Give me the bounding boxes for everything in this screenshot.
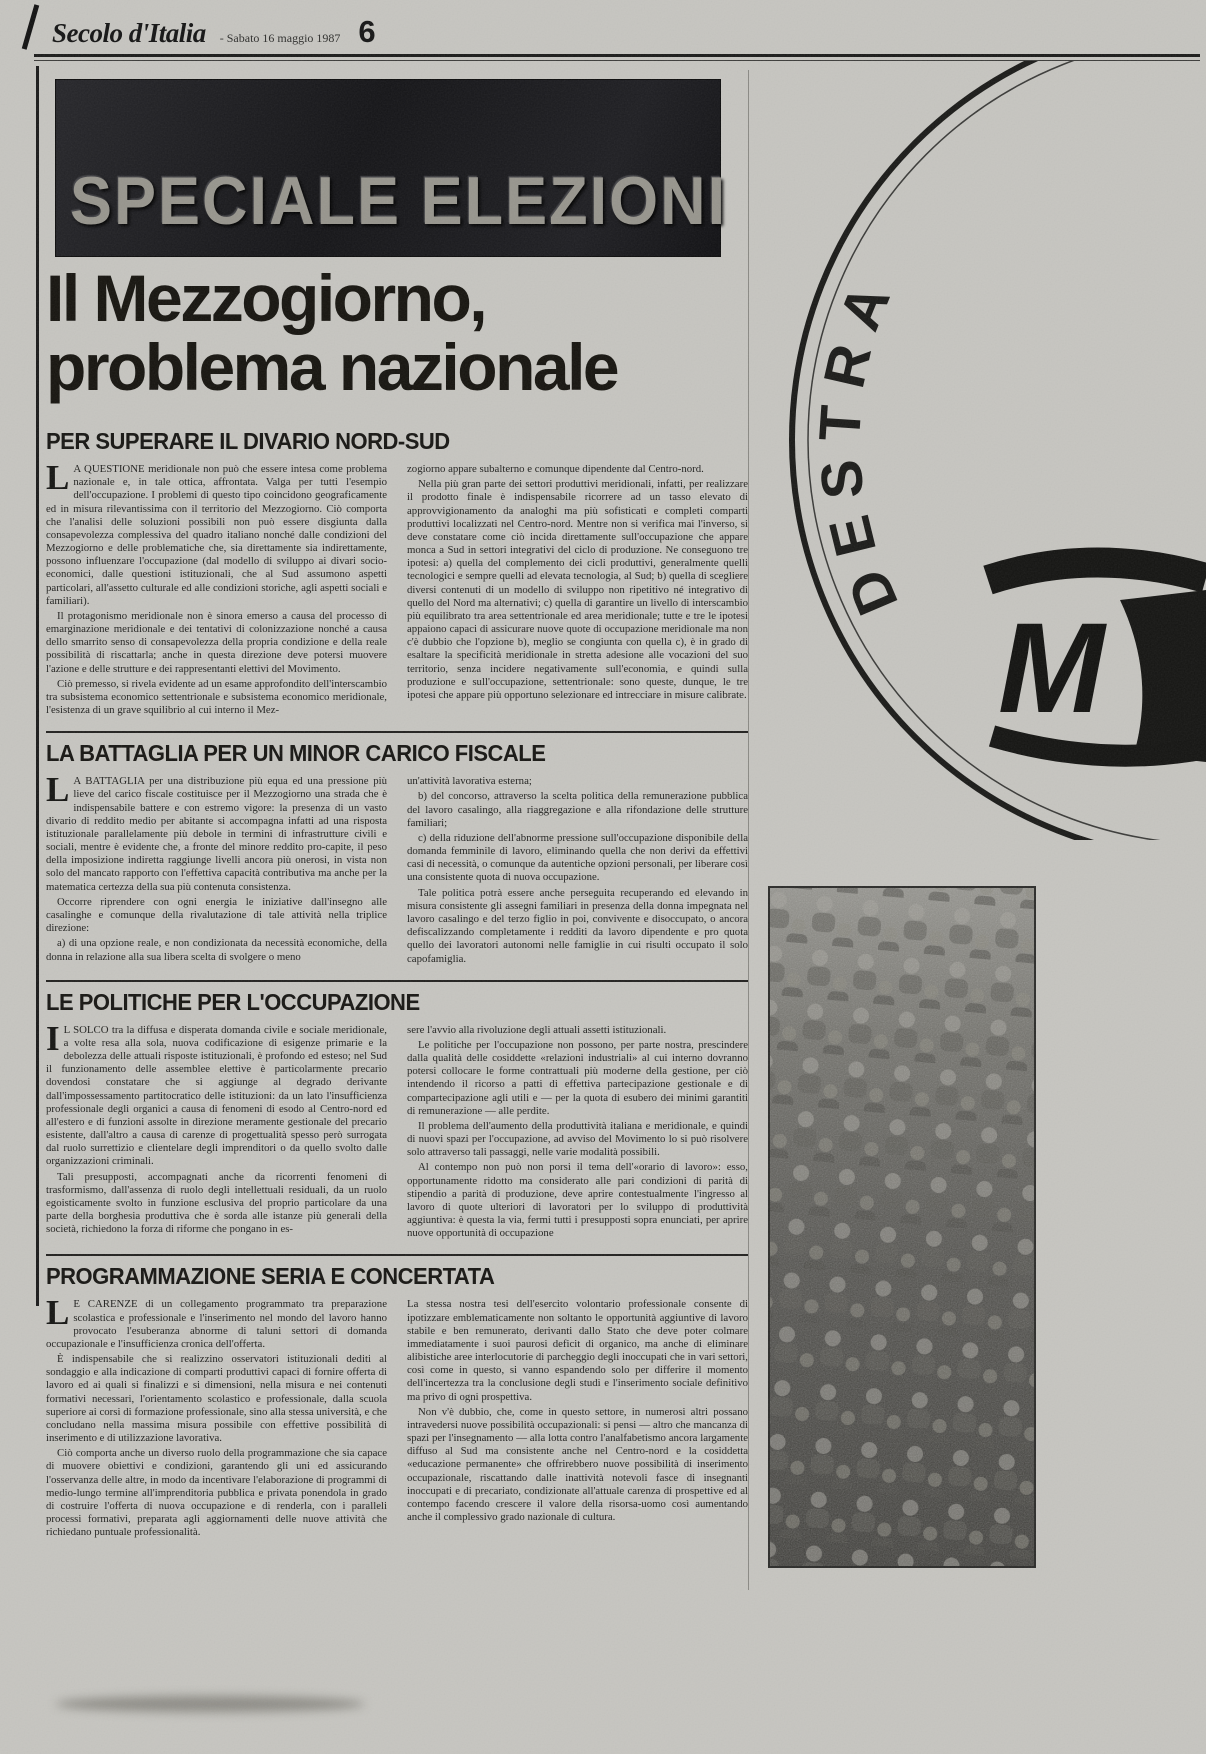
paragraph [46,458,387,608]
column-right [407,463,748,719]
paragraph: c) della riduzione dell'abnorme pressione sull'occupazione disponibile della domanda femminile di lavoro, eliminando quella che non derivi da effettivi casi di necessità, o comunque da autentiche opzioni personali, per liberare così una consistente quota di nuova occupazione. [407,831,748,884]
paragraph-text: E CARENZE di un collegamento programmato tra preparazione scolastica e professionale e l'inserimento nel mondo del lavoro hanno provocato l'esuberanza abnorme di taluni settori di domanda occupazionale e l'insufficienza cronica dell'offerta. [46,1298,387,1350]
destra-party-emblem [752,60,1206,840]
paragraph: La stessa nostra tesi dell'esercito volontario professionale consente di ipotizzare emblematicamente non soltanto le opportunità aggiuntive di lavoro stabile e ben remunerato, derivanti dallo Stato che deve poter colmare immediatamente i suoi paurosi deficit di organico, ma anche di eliminare alibistiche aree interlocutorie di parcheggio degli inoccupati che in vari settori, così come in questo, si vanno espandendo solo per differire il momento dell'incertezza tra la conclusione degli studi e l'inserimento sociale definitivo ma privo di ogni prospettiva. [407,1298,748,1403]
section-heading: LE POLITICHE PER L'OCCUPAZIONE [46,988,420,1016]
section-columns [46,770,748,967]
headline-line-1: Il Mezzogiorno, [46,261,486,335]
masthead-rule [34,54,1200,57]
column-divider-rule [748,70,749,1590]
paragraph: Tale politica potrà essere anche perseguita recuperando ed elevando in misura consistente gli assegni familiari in presenza della donna impegnata nel lavoro casalingo e del terzo figlio in poi, convivente e disoccupato, o ancora defiscalizzando completamente i redditi da lavoro dipendente e pro quota quello dei lavoratori autonomi nelle famiglie in cui risulti occupato il solo capofamiglia. [407,886,748,965]
paragraph [46,770,387,894]
column-left [46,770,387,967]
drop-cap: I [46,1018,60,1058]
paragraph: b) del concorso, attraverso la scelta politica della remunerazione pubblica del lavoro casalingo, alla riaggregazione e alla rifondazione delle strutture familiari; [407,790,748,829]
paragraph: Ciò premesso, si rivela evidente ad un esame approfondito dell'interscambio tra subsistema economico settentrionale e subsistema economico meridionale, l'esistenza di un grave squilibrio al cui interno il Mez- [46,677,387,717]
special-elections-banner [56,80,728,256]
paragraph: Nella più gran parte dei settori produttivi meridionali, infatti, per realizzare il prodotto finale è indispensabile ricorrere ad un tasso elevato di approvvigionamento da analoghi ma più sofisticati e completi comparti produttivi localizzati nel Centro-nord. Mentre non si verifica mai l'inverso, si deve constatare come ciò incida direttamente sull'occupazione che appare monca a Sud in settori integrativi del ciclo di produzione. Ne conseguono tre ipotesi: a) quella del complemento dei cicli produttivi, generalmente quelli tecnologici e sempre quelli ad elevata tecnologia, al Sud; b) quella di scegliere diversi contenuti di un modello di sviluppo non ripetitivo né integrativo di quello del Nord ma alternativi; c) quella di garantire un livello di interscambio più equilibrato tra area settentrionale ed area meridionale; tutte e tre le ipotesi appaiono capaci di assicurare nuove quote di occupazione meridionale ma non c'è dubbio che l'opzione b), meglio se congiunta con quella c), è in grado di esaltare la specificità meridionale in stretta adesione alle vocazioni del suo territorio, senza incidere negativamente sull'economia, e quindi sulla produzione e sull'occupazione, settentrionale: sono queste, dunque, le tre ipotesi che appare più opportuno selezionare ed intrecciare in misure calibrate. [407,478,748,701]
section-columns [46,458,748,719]
section-columns [46,1018,748,1243]
section-heading: PER SUPERARE IL DIVARIO NORD-SUD [46,428,450,455]
paragraph [46,1293,387,1351]
column-left [46,1018,387,1243]
section-heading: LA BATTAGLIA PER UN MINOR CARICO FISCALE [46,740,546,767]
paragraph: Ciò comporta anche un diverso ruolo della programmazione che sia capace di muovere obiettivi e condizioni, garantendo gli uni ed assicurando l'osservanza delle altre, in modo da incentivare l'elaborazione di programmi di medio-lungo termine all'imprenditoria pubblica e privata ponendola in grado di costruire l'offerta di nuova occupazione e di renderla, con i paralleli processi formativi, preparata agli aggiornamenti delle nuove attività che richiedano puntuale professionalità. [46,1447,387,1539]
article-body [46,428,748,1554]
party-emblem-graphic [752,60,1206,840]
section-programmazione [46,1254,748,1541]
drop-cap: L [46,1293,70,1333]
issue-date: - Sabato 16 maggio 1987 [219,31,341,45]
column-left [46,458,387,719]
section-divario-nord-sud [46,428,748,719]
paragraph: Le politiche per l'occupazione non possono, per parte nostra, prescindere dalla qualità delle cosiddette «relazioni industriali» al cui interno dovranno potersi collocare le forme contrattuali più moderne della gestione, per ciò intendendo il ricorso a patti di effettiva partecipazione gestionale e di compartecipazione agli utili e — per la quota di esubero dei minimi garantiti di remunerazione — alle perdite. [407,1038,748,1117]
paragraph-text: A BATTAGLIA per una distribuzione più equa ed una pressione più lieve del carico fiscale costituisce per il Mezzogiorno una strada che è indispensabile battere e con estremo vigore: la presenza di un vasto divario di reddito medio per abitante si accompagna infatti ad una risposta istituzionale parallelamente più debole in termini di infrastrutture civili e sociali, mentre è evidente che, a fronte del minore reddito pro-capite, il peso della imposizione indiretta raggiunge livelli ancora più onerosi, in vista non solo del mancato rapporto con l'effettiva capacità contributiva ma anche per la matematica certezza della sua più contenuta consistenza. [46,775,387,893]
paragraph: Il protagonismo meridionale non è sinora emerso a causa del processo di emarginazione meridionale e dei tentativi di colonizzazione nonché a causa dello smarrito senso di consapevolezza della propria condizione e della reale possibilità di riscattarla; anche in questa direzione deve potersi muovere l'azione e delle strutture e dei rappresentanti elettivi del Movimento. [46,609,387,675]
paragraph: Tali presupposti, accompagnati anche da ricorrenti fenomeni di trasformismo, dall'assenza di ruolo degli intellettuali residuali, da un ruolo egoisticamente svolto in funzione esclusiva del proprio particolare da una parte della borghesia produttiva che è sorda alle istanze più generali della società, richiedono la forza di riforme che pongano in es- [46,1170,387,1236]
column-right [407,775,748,967]
masthead-rule-thin [34,60,1200,61]
paragraph: Il problema dell'aumento della produttività italiana e meridionale, e quindi di nuovi spazi per l'occupazione, ad avviso del Movimento lo si può risolvere solo attraverso tali passaggi, nelle varie modalità possibili. [407,1119,748,1159]
column-right [407,1298,748,1541]
drop-cap: L [46,458,70,497]
crowd-photo-graphic [768,886,1036,1568]
left-margin-rule [36,66,39,1306]
newspaper-title: Secolo d'Italia [52,18,206,48]
drop-cap: L [46,770,70,810]
scan-smudge [55,1696,365,1712]
column-right [407,1024,748,1243]
section-politiche-occupazione [46,980,748,1243]
emblem-arc-textpath: DESTRA [806,260,911,624]
main-headline [46,261,618,404]
paragraph: Non v'è dubbio, che, come in questo settore, in numerosi altri possano intravedersi nuove possibilità occupazionali: si pensi — altro che mancanza di spazi per l'insegnamento — alla lotta contro l'analfabetismo ancora largamente diffuso al Sud ma consistente anche nel Centro-nord e la cosiddetta «educazione permanente» che offrirebbero nuove possibilità di inserimento occupazionale, riscattando dalle inattività notevoli fasce di insegnanti inoccupati e di precariato, condizionate all'attuale carenza di prospettive ed al contempo facendo crescere il valore della risorsa-uomo così aumentando anche il complessivo grado nazionale di cultura. [407,1405,748,1524]
photo-grain [768,886,1036,1568]
paragraph: Al contempo non può non porsi il tema dell'«orario di lavoro»: esso, opportunamente ridotto ma considerato alle pari condizioni di parità di stipendio a parità di produzione, deve aprire contestualmente l'ingresso al lavoro di quote ulteriori di lavoratori per lo sviluppo di produttività aggiuntiva: è questa la via, fermi tutti i presupposti sopra enunciati, per aprire nuove opportunità di occupazione [407,1161,748,1240]
column-left [46,1293,387,1541]
headline-line-2: problema nazionale [46,329,618,404]
section-columns [46,1293,748,1541]
flame-band-top [988,562,1206,580]
scan-corner-mark [22,4,39,50]
emblem-monogram: M [998,597,1105,740]
banner-title: SPECIALE ELEZIONI [70,163,728,239]
paragraph: È indispensabile che si realizzino osservatori istituzionali dediti al sondaggio e alla indicazione di comparti produttivi capaci di fornire offerta di lavoro ed ai quali si finalizzi e si dimensioni, nella misura e nei contenuti formativi necessari, l'orientamento scolastico e professionale, dalla scuola superiore ai corsi di formazione professionale, sino alla stessa università, e che concludano nella massima misura possibile con effettive possibilità di inserimento e di utilizzazione lavorativa. [46,1353,387,1445]
flame-body [1120,590,1206,762]
masthead [52,14,1190,50]
paragraph: a) di una opzione reale, e non condizionata da necessità economiche, della donna in relazione alla sua libera scelta di svolgere o meno [46,937,387,963]
section-heading: PROGRAMMAZIONE SERIA E CONCERTATA [46,1263,495,1290]
paragraph [46,1018,387,1169]
paragraph: zogiorno appare subalterno e comunque dipendente dal Centro-nord. [407,463,704,475]
paragraph: sere l'avvio alla rivoluzione degli attuali assetti istituzionali. [407,1023,667,1036]
section-carico-fiscale [46,731,748,967]
crowd-photo [768,886,1036,1568]
emblem-arc-text [807,261,911,624]
paragraph-text: A QUESTIONE meridionale non può che essere intesa come problema nazionale e, in tale ottica, affrontata. Valga per tutti l'esempio dell'occupazione. I problemi di questo tipo coincidono geograficamente ed in misura rilevantissima con il territorio del Mezzogiorno. Ciò comporta che l'analisi delle soluzioni possibili non può essere disgiunta dalla consapevolezza complessiva del quadro italiano nonché dalle condizioni del Mezzogiorno e delle problematiche che, sia direttamente sia indirettamente, possono influenzare l'occupazione (dal modello di sviluppo ai divari socio-economici, dalle questioni istituzionali, che al Sud assumono aspetti particolari, all'assetto culturale ed alle condizioni storiche, agli aspetti sociali e familiari). [46,463,387,607]
paragraph: un'attività lavorativa esterna; [407,775,532,788]
page-number: 6 [358,14,376,49]
paragraph-text: L SOLCO tra la diffusa e disperata domanda civile e sociale meridionale, a volte resa alla sola, nuova codificazione di esigenze primarie e la debolezza delle attuali risposte istituzionali, è profondo ed esteso; nel Sud il funzionamento delle assemblee elettive è particolarmente precario dovendosi constatare che si aggiunge al degrado derivante dall'impossessamento partitocratico delle istituzioni: da un lato l'insufficienza professionale degli organici a causa di fenomeni di esodo al Centro-nord ed all'estero e di funzioni assolte in direzione meramente gestionale del precario esistente, dall'altro a causa di carenze di progettualità spesso però surrogata dal ruolo surrettizio e clientelare degli imprenditori o da quello svolto dalle organizzazioni criminali. [46,1023,387,1168]
paragraph: Occorre riprendere con ogni energia le iniziative dall'insegno alle casalinghe e comunque della rivalutazione di tale attività nella triplice direzione: [46,895,387,935]
